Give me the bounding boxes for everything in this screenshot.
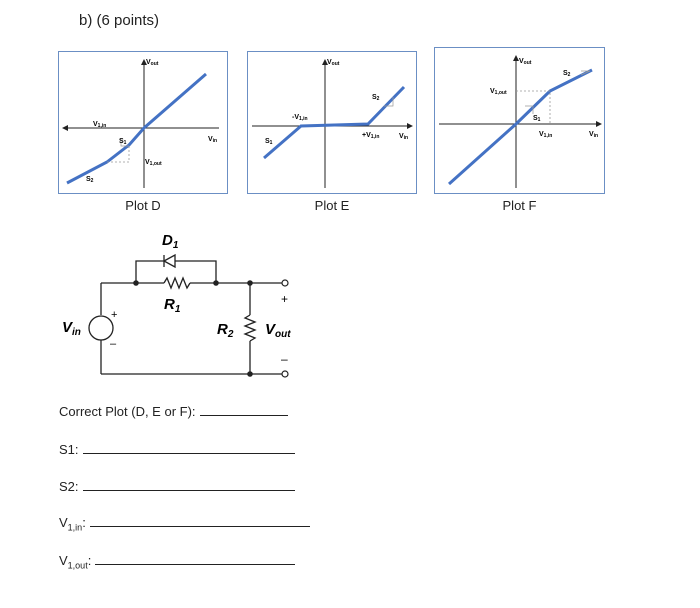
- svg-text:Vout: Vout: [146, 59, 159, 67]
- question-label: V: [59, 553, 68, 568]
- r2-resistor: [245, 315, 255, 341]
- v1out-label: V: [145, 159, 150, 166]
- question-v1in: $V_{1,in}$:: [59, 515, 310, 533]
- vout-label: V: [265, 321, 276, 338]
- svg-text:S1: S1: [265, 138, 273, 146]
- junction-dot: [213, 280, 219, 286]
- question-label: V: [59, 515, 68, 530]
- vin-plus-sign: +: [111, 309, 118, 321]
- svg-text:-V1,in: -V1,in: [292, 114, 308, 122]
- r2-label: R: [217, 321, 228, 338]
- plot-e-graph: [248, 52, 416, 193]
- answer-blank[interactable]: [83, 442, 295, 454]
- transfer-curve: [449, 70, 592, 184]
- question-correct-plot: [59, 404, 288, 419]
- neg-v1in-label: -V: [292, 114, 299, 121]
- svg-text:S1: S1: [533, 115, 541, 123]
- plot-f-caption: Plot F: [502, 198, 537, 213]
- transfer-curve: [264, 87, 404, 158]
- svg-text:D1: $D_1$: [162, 232, 179, 251]
- wire-d1-right: [175, 261, 216, 283]
- vin-minus-sign: –: [110, 338, 117, 350]
- question-s1: [59, 442, 295, 457]
- svg-text:R2: $R_2$: [217, 321, 234, 340]
- r1-label: R: [164, 296, 175, 313]
- svg-text:Vout: Vout: [327, 59, 340, 67]
- y-axis-label: V: [519, 58, 524, 65]
- v1in-label: V: [93, 121, 98, 128]
- x-axis-label: V: [399, 133, 404, 140]
- y-axis-label: V: [327, 59, 332, 66]
- s1-label: S: [265, 138, 270, 145]
- plot-f-graph: [435, 48, 604, 193]
- svg-text:S2: S2: [563, 70, 571, 78]
- vout-minus-sign: –: [281, 352, 288, 366]
- vout-plus-sign: +: [281, 292, 289, 306]
- vout-terminal-bottom: [282, 371, 288, 377]
- svg-text:S2: S2: [86, 176, 94, 184]
- plot-e-frame: [247, 51, 417, 194]
- junction-dot: [247, 371, 253, 377]
- question-label: Correct Plot (D, E or F):: [59, 404, 196, 419]
- s2-label: S: [372, 94, 377, 101]
- s2-label: S: [86, 176, 91, 183]
- pos-v1in-label: +V: [362, 132, 371, 139]
- plot-d-caption: Plot D: [125, 198, 161, 213]
- d1-label: D: [162, 232, 173, 249]
- s1-label: S: [533, 115, 538, 122]
- svg-text:Vout: $V_{out}$: [265, 321, 291, 340]
- svg-text:V1,in: V1,in: [93, 121, 107, 129]
- wire-d1-left: [136, 261, 164, 283]
- vin-label: V: [62, 319, 73, 336]
- v1in-label: V: [539, 131, 544, 138]
- answer-blank[interactable]: [90, 515, 310, 527]
- x-axis-label: V: [208, 136, 213, 143]
- answer-blank[interactable]: [200, 404, 288, 416]
- svg-text:R1: $R_1$: [164, 296, 181, 315]
- question-v1out: $V_{1,out}$:: [59, 553, 295, 571]
- svg-text:Vin: Vin: [208, 136, 218, 144]
- x-axis-label: V: [589, 131, 594, 138]
- svg-text:V1,out: V1,out: [145, 159, 162, 167]
- question-label: S2:: [59, 479, 79, 494]
- svg-text:S1: S1: [119, 138, 127, 146]
- svg-text:Vin: Vin: [589, 131, 599, 139]
- answer-blank[interactable]: [95, 553, 295, 565]
- plot-f-frame: [434, 47, 605, 194]
- s1-label: S: [119, 138, 124, 145]
- svg-text:Vin: Vin: [399, 133, 409, 141]
- svg-text:+V1,in: +V1,in: [362, 132, 380, 140]
- plot-e-caption: Plot E: [314, 198, 350, 213]
- circuit-schematic: [60, 225, 320, 385]
- vin-source: [89, 316, 113, 340]
- plot-d-frame: [58, 51, 228, 194]
- svg-text:V1,out: V1,out: [490, 88, 507, 96]
- y-axis-label: V: [146, 59, 151, 66]
- question-label: S1:: [59, 442, 79, 457]
- plot-d-graph: [59, 52, 227, 193]
- question-s2: [59, 479, 295, 494]
- question-heading: b) (6 points): [79, 12, 160, 29]
- v1out-label: V: [490, 88, 495, 95]
- junction-dot: [247, 280, 253, 286]
- junction-dot: [133, 280, 139, 286]
- svg-text:S2: S2: [372, 94, 380, 102]
- r1-resistor: [164, 278, 190, 288]
- s2-label: S: [563, 70, 568, 77]
- svg-text:Vout: Vout: [519, 58, 532, 66]
- answer-blank[interactable]: [83, 479, 295, 491]
- svg-text:Vin: $V_{in}$: [62, 319, 81, 338]
- vout-terminal-top: [282, 280, 288, 286]
- d1-diode: [164, 255, 175, 267]
- svg-text:V1,in: V1,in: [539, 131, 553, 139]
